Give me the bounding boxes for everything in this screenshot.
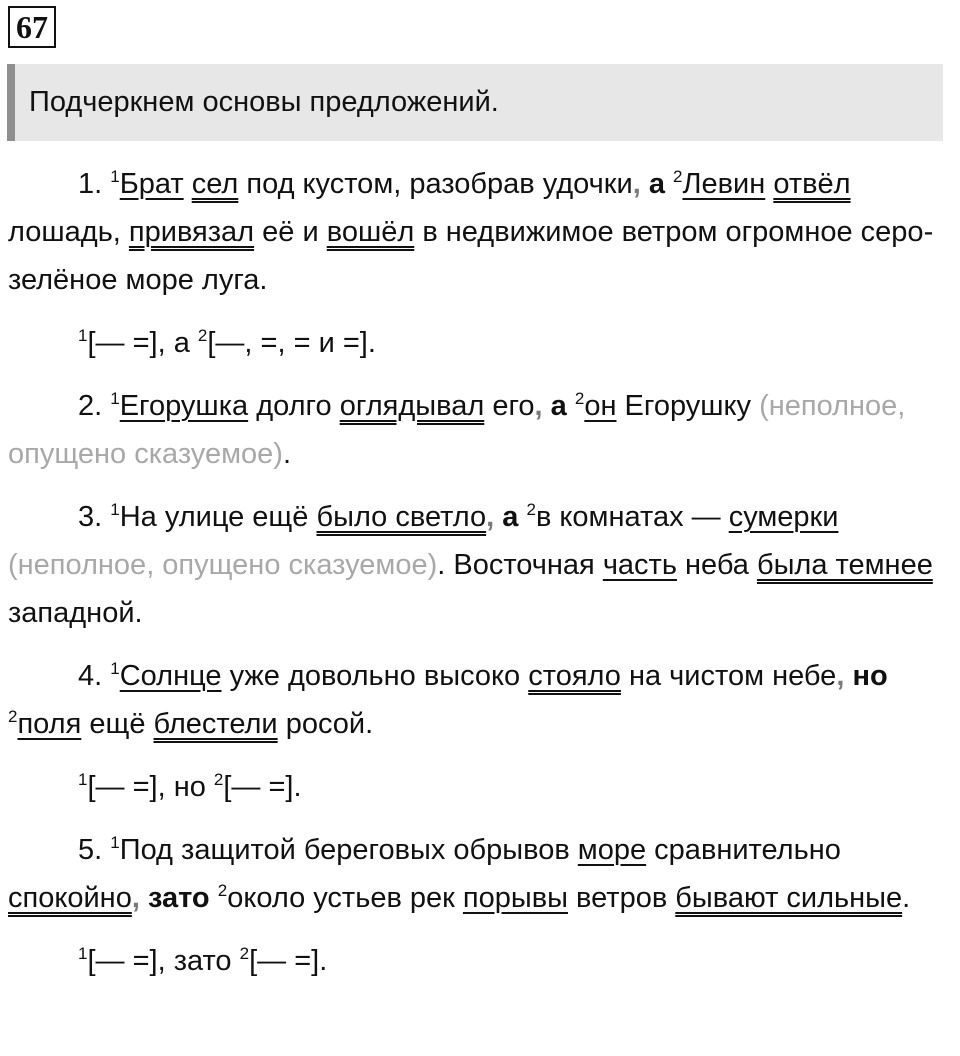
clause-index: 1 [78,770,88,789]
text: под кустом, разобрав удочки [238,168,633,200]
text: ещё [81,708,154,740]
subject: Брат [119,168,184,200]
text: в комнатах — [535,501,729,533]
conjunction: а [550,390,567,422]
instruction-text: Подчеркнем основы предложений. [29,86,499,118]
comma: , [632,168,641,200]
exercise-content [8,160,953,1000]
subject: он [584,390,617,422]
scheme-1 [8,319,953,367]
subject: часть [602,549,677,581]
text: его [484,390,535,422]
clause-index: 1 [110,167,120,186]
text: лошадь, [8,216,129,248]
comma: , [486,501,495,533]
scheme-text: [— =], зато [87,945,240,977]
note: (неполное, опущено сказуемое) [8,390,906,470]
predicate: привязал [128,216,255,248]
text: неба [676,549,757,581]
text: сравнительно [646,834,841,866]
text: Егорушку [616,390,760,422]
text: На улице ещё [119,501,317,533]
predicate: оглядывал [339,390,485,422]
sentence-number: 2. [78,390,103,422]
sentence-5 [8,826,953,922]
text: Под защитой береговых обрывов [119,834,578,866]
scheme-text: [— =]. [223,771,302,803]
subject: Егорушка [119,390,249,422]
clause-index: 1 [110,389,120,408]
scheme-text: [—, =, = и =]. [207,327,376,359]
clause-index: 1 [78,944,88,963]
subject: море [577,834,647,866]
subject: Левин [682,168,766,200]
sentence-number: 5. [78,834,103,866]
predicate: вошёл [326,216,415,248]
predicate: стояло [528,660,621,692]
clause-index: 2 [239,944,250,963]
predicate: блестели [153,708,278,740]
predicate: было светло [316,501,487,533]
conjunction: но [852,660,888,692]
instruction-box [7,64,943,141]
clause-index: 1 [78,326,88,345]
predicate: сел [191,168,239,200]
subject: Солнце [119,660,222,692]
clause-index: 2 [217,881,228,900]
text: . Восточная [437,549,603,581]
sentence-3 [8,493,953,637]
sentence-2 [8,382,953,478]
clause-index: 2 [197,326,208,345]
conjunction: а [648,168,665,200]
clause-index: 1 [110,659,120,678]
subject: порывы [462,882,568,914]
clause-index: 2 [673,167,683,186]
sentence-number: 1. [78,168,103,200]
text: долго [248,390,340,422]
scheme-text: [— =], но [87,771,214,803]
text: . [282,438,292,470]
sentence-number: 4. [78,660,103,692]
clause-index: 2 [574,389,585,408]
clause-index: 1 [110,833,120,852]
scheme-text: [— =]. [249,945,328,977]
clause-index: 2 [526,500,536,519]
clause-index: 1 [110,500,120,519]
subject: поля [17,708,82,740]
text: в недвижимое ветром огромное серо-зелёное море луга. [8,216,934,296]
comma: , [131,882,140,914]
clause-index: 2 [213,770,224,789]
sentence-1 [8,160,953,304]
scheme-4 [8,763,953,811]
predicate: бывают сильные [675,882,903,914]
text: . [902,882,911,914]
comma: , [534,390,543,422]
text: уже довольно высоко [221,660,529,692]
subject: сумерки [728,501,839,533]
text: около устьев рек [227,882,463,914]
predicate: спокойно [8,882,132,914]
scheme-5 [8,937,953,985]
sentence-4 [8,652,953,748]
predicate: была темнее [756,549,933,581]
text: западной. [8,597,143,629]
conjunction: зато [147,882,210,914]
predicate: отвёл [773,168,851,200]
text: ветров [567,882,676,914]
scheme-text: [— =], а [87,327,198,359]
exercise-number: 67 [8,6,56,48]
clause-index: 2 [8,707,18,726]
note: (неполное, опущено сказуемое) [8,549,438,581]
text: на чистом небе [620,660,837,692]
comma: , [836,660,845,692]
conjunction: а [502,501,519,533]
text: её и [254,216,327,248]
text: росой. [277,708,374,740]
sentence-number: 3. [78,501,103,533]
